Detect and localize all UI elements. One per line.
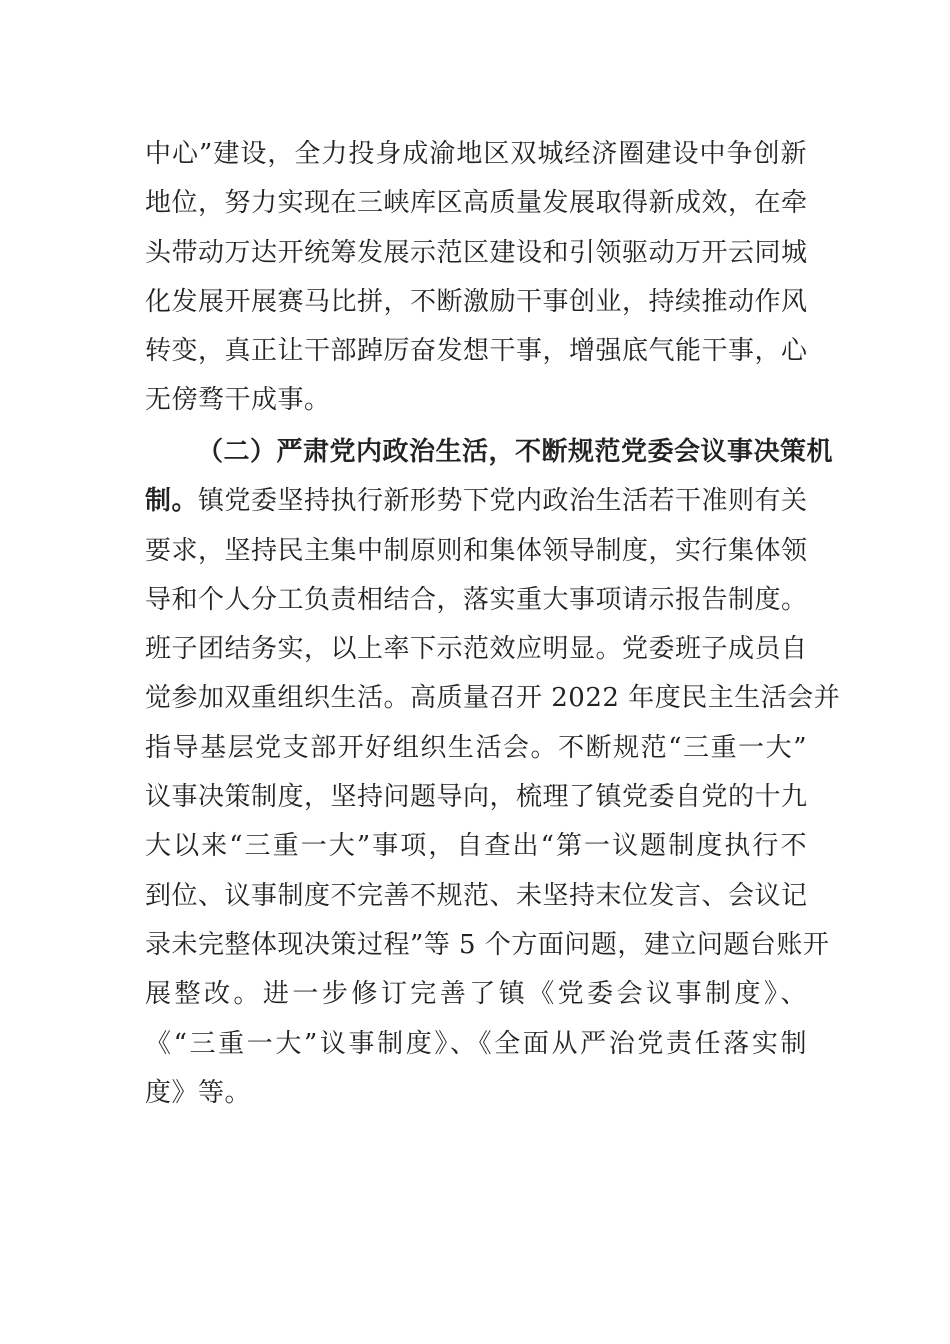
- section-heading: （二）严肃党内政治生活，不断规范党委会议事决策机: [197, 437, 834, 467]
- paragraph-2-line-text: 镇党委坚持执行新形势下党内政治生活若干准则有关: [198, 486, 808, 517]
- paragraph-2-line: 到位、议事制度不完善不规范、未坚持末位发言、会议记: [145, 880, 808, 911]
- paragraph-2-line: 要求，坚持民主集中制原则和集体领导制度，实行集体领: [145, 535, 808, 566]
- paragraph-1-line: 转变，真正让干部踔厉奋发想干事，增强底气能干事，心: [145, 336, 808, 367]
- paragraph-1-line: 地位，努力实现在三峡库区高质量发展取得新成效，在牵: [145, 188, 808, 219]
- paragraph-1-line: 无傍骛干成事。: [145, 385, 331, 416]
- paragraph-2-line: 班子团结务实，以上率下示范效应明显。党委班子成员自: [145, 634, 808, 665]
- paragraph-2: [145, 428, 841, 1118]
- paragraph-2-line: 《“三重一大”议事制度》、《全面从严治党责任落实制: [145, 1028, 807, 1059]
- paragraph-1-line: 中心”建设，全力投身成渝地区双城经济圈建设中争创新: [145, 139, 807, 169]
- paragraph-2-line: 导和个人分工负责相结合，落实重大事项请示报告制度。: [145, 584, 808, 615]
- paragraph-1-line: 化发展开展赛马比拼，不断激励干事创业，持续推动作风: [145, 286, 808, 317]
- paragraph-2-line: 度》等。: [145, 1077, 252, 1108]
- paragraph-2-line: 觉参加双重组织生活。高质量召开 2022 年度民主生活会并: [145, 683, 841, 714]
- paragraph-2-line: [145, 477, 807, 526]
- paragraph-1-line: 头带动万达开统筹发展示范区建设和引领驱动万开云同城: [145, 237, 808, 268]
- section-heading-end: 制。: [145, 486, 199, 517]
- paragraph-2-line: 议事决策制度，坚持问题导向，梳理了镇党委自党的十九: [145, 782, 808, 813]
- paragraph-2-line: 大以来“三重一大”事项，自查出“第一议题制度执行不: [145, 831, 807, 862]
- paragraph-2-line: 展整改。进一步修订完善了镇《党委会议事制度》、: [145, 979, 807, 1010]
- paragraph-2-line: 录未完整体现决策过程”等 5 个方面问题，建立问题台账开: [145, 929, 830, 960]
- paragraph-1: [145, 130, 807, 426]
- paragraph-2-line: 指导基层党支部开好组织生活会。不断规范“三重一大”: [145, 732, 807, 763]
